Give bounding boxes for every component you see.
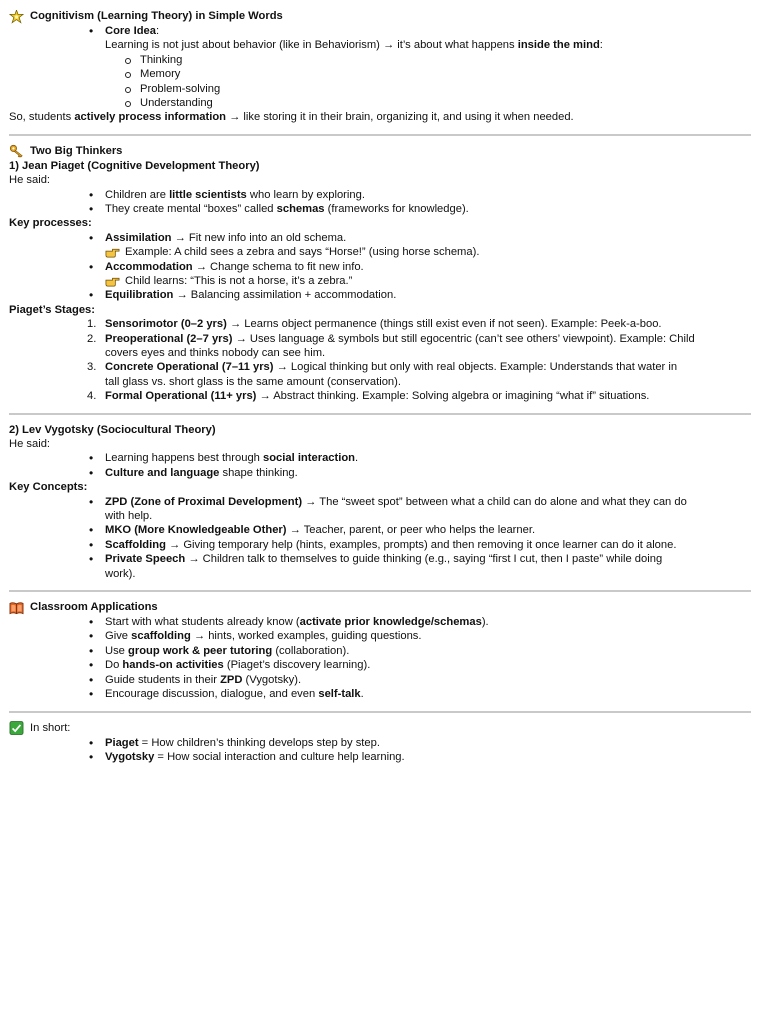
text-run: covers eyes and thinks nobody can see him.: [105, 347, 326, 360]
list-item: [9, 687, 751, 701]
core-idea-text: [9, 38, 751, 52]
list-item: Problem-solving: [9, 82, 751, 96]
piaget-stages-label: Piaget’s Stages:: [9, 303, 96, 316]
document-page: [9, 9, 751, 764]
list-number: 4.: [87, 390, 97, 403]
list-item: [9, 260, 751, 274]
example-text: Child learns: “This is not a horse, it’s a zebra.”: [125, 275, 353, 288]
section-title: In short:: [30, 721, 71, 734]
stage-item: [9, 332, 751, 361]
divider: [9, 413, 751, 415]
list-item: [9, 552, 751, 581]
bold-run: Preoperational (2–7 yrs): [105, 332, 233, 345]
list-item: [9, 231, 751, 245]
divider: [9, 134, 751, 136]
divider: [9, 711, 751, 713]
text-run: → Fit new info into an old schema.: [171, 231, 347, 244]
stage-item: [9, 360, 751, 389]
text-run: → Learns object permanence (things still exist even if not seen). Example: Peek-a-boo.: [226, 318, 662, 331]
text-run: = How children’s thinking develops step by step.: [138, 736, 380, 749]
bold-run: Culture and language: [105, 466, 220, 479]
text-run: So, students: [9, 111, 75, 124]
text-run: → Teacher, parent, or peer who helps the learner.: [286, 524, 536, 537]
list-item: [9, 288, 751, 302]
list-item: [9, 202, 751, 216]
text-run: → Abstract thinking. Example: Solving algebra or imagining “what if” situations.: [256, 390, 650, 403]
section-heading-in-short: [9, 721, 751, 736]
text-run: with help.: [105, 510, 153, 523]
list-item: Thinking: [9, 53, 751, 67]
text-run: → Logical thinking but only with real objects. Example: Understands that water in: [273, 361, 678, 374]
text-run: Do: [105, 659, 123, 672]
check-mark-icon: [9, 721, 24, 735]
he-said-label: He said:: [9, 174, 51, 187]
bold-run: activate prior knowledge/schemas: [299, 616, 482, 629]
list-item: Memory: [9, 67, 751, 81]
text-run: Children are: [105, 188, 170, 201]
list-item: [9, 188, 751, 202]
bold-run: Vygotsky: [105, 750, 155, 763]
list-item-core-idea: [9, 24, 751, 38]
text-run: → The “sweet spot” between what a child can do alone and what they can do: [302, 495, 687, 508]
bold-run: Scaffolding: [105, 538, 166, 551]
text-run: (Vygotsky).: [242, 673, 302, 686]
section-title: Classroom Applications: [30, 601, 158, 614]
list-item: [9, 673, 751, 687]
bold-run: Piaget: [105, 736, 139, 749]
section-heading-classroom-applications: [9, 600, 751, 615]
text-run: .: [355, 452, 359, 465]
text-run: → hints, worked examples, guiding questions.: [190, 630, 422, 643]
pointing-hand-icon: [105, 245, 120, 259]
text-run: (Piaget’s discovery learning).: [223, 659, 371, 672]
text-run: → Uses language & symbols but still egocentric (can’t see others’ viewpoint). Example: Child: [232, 332, 695, 345]
list-item: [9, 644, 751, 658]
list-number: 1.: [87, 318, 97, 331]
bold-run: hands-on activities: [122, 659, 224, 672]
key-processes-list: [9, 231, 751, 245]
list-item: [9, 466, 751, 480]
key-processes-label: Key processes:: [9, 217, 92, 230]
piaget-title: 1) Jean Piaget (Cognitive Development Theory): [9, 159, 260, 172]
core-idea-list: [9, 24, 751, 38]
bold-run: ZPD (Zone of Proximal Development): [105, 495, 303, 508]
example-line: [9, 245, 751, 259]
text-run: shape thinking.: [219, 466, 298, 479]
list-item: [9, 629, 751, 643]
list-item: [9, 538, 751, 552]
he-said-label: He said:: [9, 438, 51, 451]
text-run: → Change schema to fit new info.: [192, 260, 364, 273]
example-line: [9, 274, 751, 288]
text-run: Use: [105, 644, 129, 657]
bold-run: group work & peer tutoring: [128, 644, 273, 657]
text-run: They create mental “boxes” called: [105, 203, 277, 215]
bold-run: Formal Operational (11+ yrs): [105, 390, 257, 403]
key-concepts-list: [9, 495, 751, 581]
text-run: (frameworks for knowledge).: [324, 203, 469, 215]
text-run: → like storing it in their brain, organizing it, and using it when needed.: [226, 111, 574, 124]
key-concepts-label: Key Concepts:: [9, 481, 88, 494]
section-title: Cognitivism (Learning Theory) in Simple Words: [30, 10, 283, 23]
text-run: ).: [481, 616, 489, 629]
text-run: → Balancing assimilation + accommodation.: [173, 289, 397, 302]
bold-run: schemas: [276, 203, 325, 215]
bold-run: scaffolding: [131, 630, 191, 643]
text-run: Encourage discussion, dialogue, and even: [105, 688, 319, 701]
key-icon: [9, 144, 24, 158]
bold-run: little scientists: [169, 188, 247, 201]
text-run: .: [360, 688, 364, 701]
text-run: Give: [105, 630, 132, 643]
section-heading-two-big-thinkers: [9, 144, 751, 159]
text-run: → Giving temporary help (hints, examples, prompts) and then removing it once learner can do it alone.: [165, 538, 677, 551]
text-run: work).: [105, 567, 136, 580]
section-heading-cognitivism: [9, 9, 751, 24]
text-run: Learning is not just about behavior (like in Behaviorism) → it’s about what happens: [105, 39, 518, 52]
text-run: tall glass vs. short glass is the same amount (conservation).: [105, 375, 401, 388]
list-item: [9, 736, 751, 750]
core-idea-label: Core Idea: [105, 25, 156, 37]
bold-run: Assimilation: [105, 231, 172, 244]
bold-run: social interaction: [263, 452, 356, 465]
key-processes-list-cont: [9, 288, 751, 302]
piaget-said-list: [9, 188, 751, 217]
bold-run: ZPD: [220, 673, 243, 686]
pointing-hand-icon: [105, 274, 120, 288]
text-run: (collaboration).: [272, 644, 350, 657]
bold-run: Accommodation: [105, 260, 193, 273]
list-item: [9, 750, 751, 764]
bold-run: inside the mind: [517, 39, 600, 52]
list-item: Understanding: [9, 96, 751, 110]
in-short-list: [9, 736, 751, 765]
vygotsky-said-list: [9, 451, 751, 480]
bold-run: MKO (More Knowledgeable Other): [105, 524, 287, 537]
core-idea-sublist: [9, 53, 751, 111]
bold-run: Sensorimotor (0–2 yrs): [105, 318, 227, 331]
text-run: Start with what students already know (: [105, 616, 300, 629]
core-idea-colon: :: [155, 25, 160, 37]
example-text: Example: A child sees a zebra and says “Horse!” (using horse schema).: [125, 246, 480, 259]
text-run: :: [599, 39, 603, 52]
list-number: 2.: [87, 332, 97, 345]
text-run: → Children talk to themselves to guide thinking (e.g., saying “first I cut, then I paste” while doing: [185, 553, 663, 566]
so-students-paragraph: [9, 110, 751, 124]
text-run: Guide students in their: [105, 673, 221, 686]
list-item: [9, 495, 751, 524]
list-item: [9, 658, 751, 672]
classroom-applications-list: [9, 615, 751, 701]
divider: [9, 590, 751, 592]
open-book-icon: [9, 601, 24, 615]
bold-run: Concrete Operational (7–11 yrs): [105, 361, 274, 374]
section-title: Two Big Thinkers: [30, 145, 123, 158]
bold-run: self-talk: [318, 688, 361, 701]
text-run: = How social interaction and culture help learning.: [154, 750, 405, 763]
bold-run: Private Speech: [105, 553, 186, 566]
text-run: who learn by exploring.: [246, 188, 365, 201]
piaget-stages-list: [9, 317, 751, 403]
list-number: 3.: [87, 361, 97, 374]
list-item: [9, 523, 751, 537]
bold-run: Equilibration: [105, 289, 174, 302]
list-item: [9, 615, 751, 629]
key-processes-list-cont: [9, 260, 751, 274]
stage-item: [9, 389, 751, 403]
vygotsky-title: 2) Lev Vygotsky (Sociocultural Theory): [9, 423, 216, 436]
sparkle-icon: [9, 10, 24, 24]
bold-run: actively process information: [74, 111, 227, 124]
list-item: [9, 451, 751, 465]
text-run: Learning happens best through: [105, 452, 263, 465]
stage-item: [9, 317, 751, 331]
